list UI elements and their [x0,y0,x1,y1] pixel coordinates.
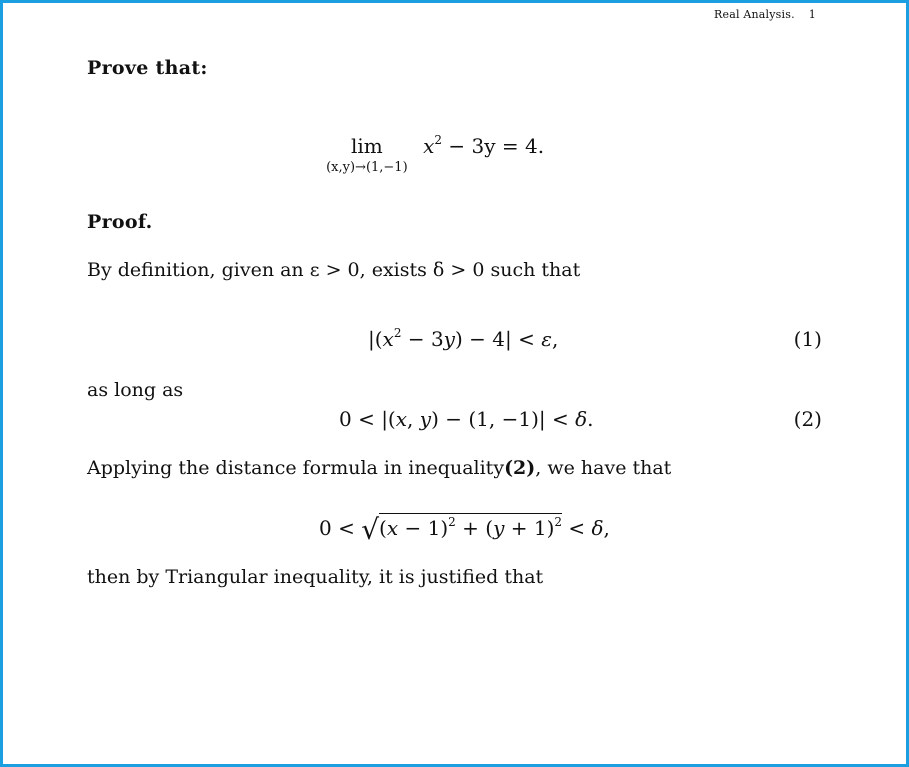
proof-heading: Proof. [87,211,153,233]
equation-reference: (2) [504,457,536,479]
header-title: Real Analysis. [714,8,795,21]
inequality-2: 0 < |(x, y) − (1, −1)| < δ. [339,407,594,431]
triangular-text: then by Triangular inequality, it is justified that [87,566,544,588]
inequality-1: $|(x^2 - 3y) - 4| < \varepsilon$, [368,326,559,351]
definition-text: By definition, given an ε > 0, exists δ > 0 such that [87,259,581,281]
limit-equation: lim (x,y)→(1,−1) $x^2 - 3y = 4$. [326,133,545,175]
limit-subscript: (x,y)→(1,−1) [326,160,408,175]
equation-label-2: (2) [793,407,822,431]
square-root: $√(x - 1)^2 + (y + 1)^2$ [361,513,563,546]
distance-inequality: $0 < √(x - 1)^2 + (y + 1)^2 < \delta$, [319,513,610,546]
equation-label-1: (1) [793,327,822,351]
limit-expression: − 3y = 4. [442,134,545,158]
limit-operator: lim (x,y)→(1,−1) [326,134,408,175]
as-long-as-text: as long as [87,379,184,401]
page-number: 1 [808,8,816,21]
running-header [714,8,816,21]
applying-text: Applying the distance formula in inequality(2), we have that [87,457,672,479]
prove-heading: Prove that: [87,57,208,79]
